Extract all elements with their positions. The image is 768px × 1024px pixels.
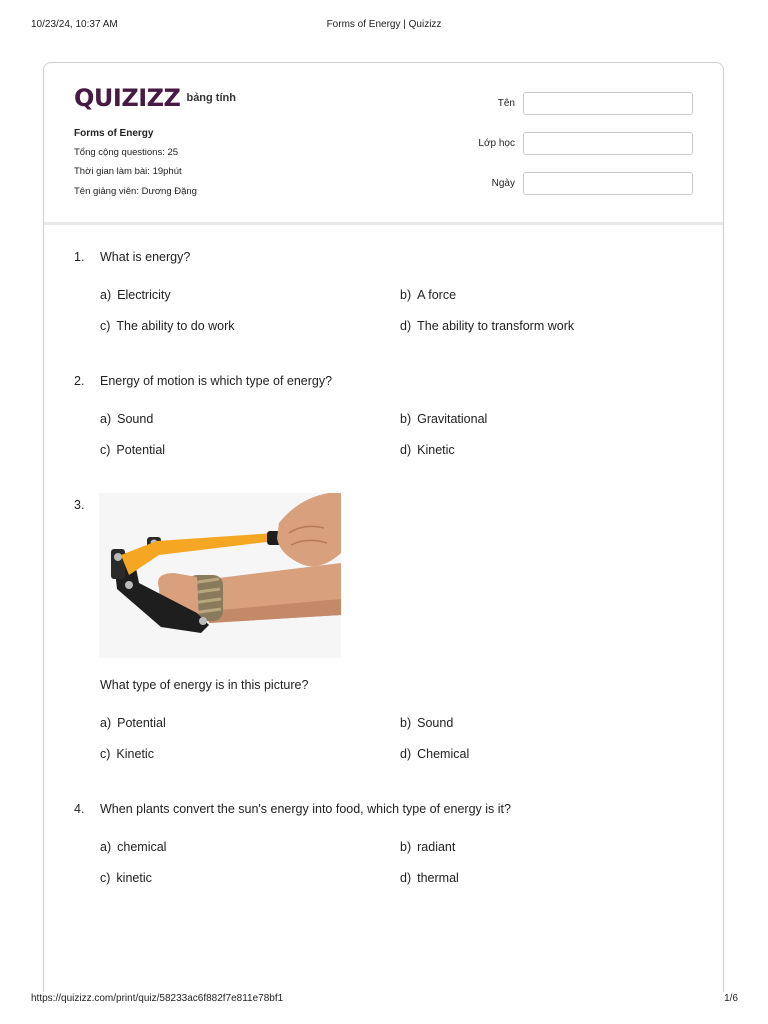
option-a bbox=[100, 716, 166, 730]
question-number: 3. bbox=[74, 498, 85, 512]
option-text: The ability to transform work bbox=[417, 319, 575, 333]
total-questions: Tổng cộng questions: 25 bbox=[74, 147, 179, 158]
option-text: Sound bbox=[417, 716, 454, 730]
option-letter: b) bbox=[400, 716, 412, 730]
question-text: Energy of motion is which type of energy? bbox=[100, 374, 333, 388]
option-text: Sound bbox=[117, 412, 154, 426]
print-date: 10/23/24, 10:37 AM bbox=[31, 19, 118, 30]
date-label: Ngày bbox=[491, 178, 515, 189]
option-c bbox=[100, 871, 152, 885]
slingshot-illustration bbox=[99, 493, 341, 658]
date-field[interactable] bbox=[523, 172, 693, 195]
option-letter: b) bbox=[400, 840, 412, 854]
option-letter: c) bbox=[100, 747, 111, 761]
teacher-name: Tên giảng viên: Dương Đặng bbox=[74, 186, 197, 197]
option-text: kinetic bbox=[116, 871, 152, 885]
option-a bbox=[100, 412, 153, 426]
option-letter: a) bbox=[100, 288, 112, 302]
option-text: Chemical bbox=[417, 747, 470, 761]
quiz-title: Forms of Energy bbox=[74, 128, 154, 139]
slingshot-photo bbox=[99, 493, 341, 658]
option-letter: d) bbox=[400, 747, 412, 761]
option-letter: a) bbox=[100, 716, 112, 730]
option-b bbox=[400, 288, 456, 302]
option-text: Gravitational bbox=[417, 412, 488, 426]
option-c bbox=[100, 443, 165, 457]
option-d bbox=[400, 319, 574, 333]
option-text: Potential bbox=[117, 716, 166, 730]
option-letter: a) bbox=[100, 412, 112, 426]
logo-subtitle: bảng tính bbox=[186, 92, 236, 104]
option-b bbox=[400, 412, 487, 426]
question-number: 4. bbox=[74, 802, 85, 816]
question-text: What is energy? bbox=[100, 250, 191, 264]
option-letter: c) bbox=[100, 871, 111, 885]
print-url: https://quizizz.com/print/quiz/58233ac6f882f7e811e78bf1 bbox=[31, 993, 284, 1004]
option-text: A force bbox=[417, 288, 457, 302]
name-field[interactable] bbox=[523, 92, 693, 115]
option-d bbox=[400, 871, 459, 885]
option-letter: d) bbox=[400, 871, 412, 885]
option-c bbox=[100, 747, 154, 761]
option-text: chemical bbox=[117, 840, 167, 854]
worksheet-header bbox=[44, 63, 723, 225]
option-letter: c) bbox=[100, 319, 111, 333]
question-number: 2. bbox=[74, 374, 85, 388]
question-text: What type of energy is in this picture? bbox=[100, 678, 309, 692]
option-d bbox=[400, 443, 455, 457]
option-letter: d) bbox=[400, 319, 412, 333]
option-text: thermal bbox=[417, 871, 459, 885]
question-number: 1. bbox=[74, 250, 85, 264]
class-label: Lớp học bbox=[478, 138, 515, 149]
print-title: Forms of Energy | Quizizz bbox=[326, 19, 442, 30]
logo-row bbox=[74, 85, 236, 111]
name-label: Tên bbox=[497, 98, 515, 109]
option-c bbox=[100, 319, 235, 333]
option-b bbox=[400, 716, 453, 730]
page-number: 1/6 bbox=[724, 993, 738, 1004]
print-footer bbox=[0, 993, 768, 1007]
print-header bbox=[0, 19, 768, 33]
option-text: radiant bbox=[417, 840, 456, 854]
option-a bbox=[100, 840, 166, 854]
option-text: Kinetic bbox=[116, 747, 154, 761]
option-letter: b) bbox=[400, 288, 412, 302]
question-text: When plants convert the sun's energy into food, which type of energy is it? bbox=[100, 802, 511, 816]
option-text: The ability to do work bbox=[116, 319, 235, 333]
option-letter: c) bbox=[100, 443, 111, 457]
time-limit: Thời gian làm bài: 19phút bbox=[74, 166, 182, 177]
option-b bbox=[400, 840, 455, 854]
option-text: Potential bbox=[116, 443, 166, 457]
class-field[interactable] bbox=[523, 132, 693, 155]
option-d bbox=[400, 747, 469, 761]
option-letter: d) bbox=[400, 443, 412, 457]
option-letter: a) bbox=[100, 840, 112, 854]
option-letter: b) bbox=[400, 412, 412, 426]
option-text: Kinetic bbox=[417, 443, 455, 457]
quizizz-logo: QUIZIZZ bbox=[74, 84, 181, 112]
option-a bbox=[100, 288, 171, 302]
option-text: Electricity bbox=[117, 288, 171, 302]
